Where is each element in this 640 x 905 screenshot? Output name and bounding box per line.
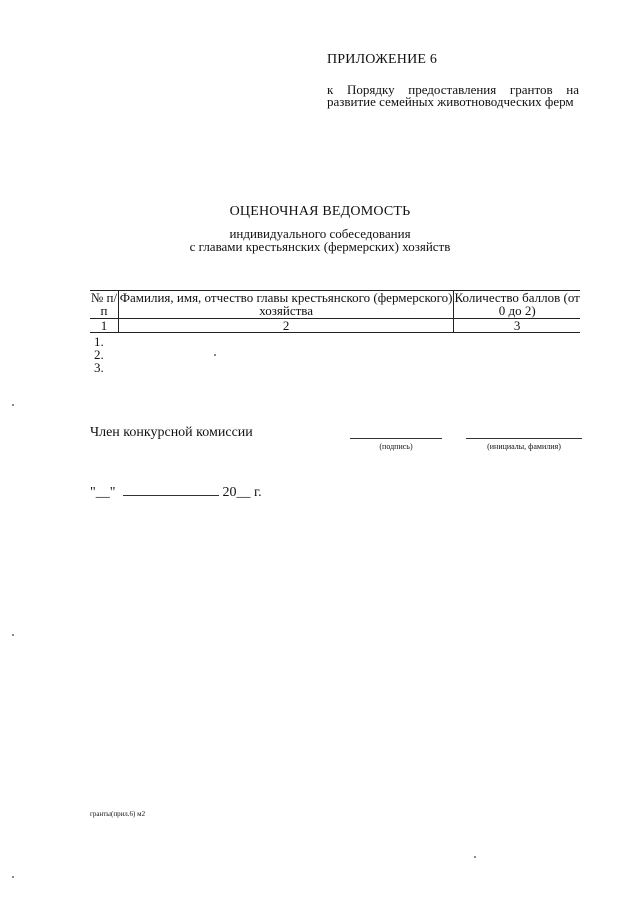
appendix-note: к Порядку предоставления грантов на развитие семейных животноводческих ферм xyxy=(327,82,579,109)
table-rows xyxy=(94,335,104,374)
footer-code: гранты(прил.6) м2 xyxy=(90,810,146,818)
column-header-score: Количество баллов (от 0 до 2) xyxy=(454,290,580,318)
column-number-2: 2 xyxy=(118,319,453,333)
table-header-row xyxy=(90,291,580,319)
table-row: 3. xyxy=(94,360,104,375)
column-number-3: 3 xyxy=(454,319,580,333)
column-header-number: № п/п xyxy=(90,290,118,318)
scan-speck xyxy=(12,404,14,406)
scan-speck xyxy=(474,856,476,858)
name-line xyxy=(466,438,582,439)
document-title: ОЦЕНОЧНАЯ ВЕДОМОСТЬ xyxy=(229,204,411,219)
column-header-name: Фамилия, имя, отчество главы крестьянского (фермерского) хозяйства xyxy=(119,290,453,318)
commission-member-label: Член конкурсной комиссии xyxy=(90,425,253,440)
date-row xyxy=(90,485,262,501)
column-number-1: 1 xyxy=(90,319,118,333)
document-subtitle-line2: с главами крестьянских (фермерских) хозяйств xyxy=(189,239,451,254)
table-row: 2. xyxy=(94,347,104,362)
document-subtitle-line1: индивидуального собеседования xyxy=(229,226,411,241)
date-day: "__" xyxy=(90,485,116,500)
scan-speck xyxy=(12,876,14,878)
scan-speck xyxy=(214,354,216,356)
appendix-title: ПРИЛОЖЕНИЕ 6 xyxy=(327,52,438,67)
date-suffix: г. xyxy=(253,485,262,500)
evaluation-table xyxy=(90,290,580,333)
column-number-row xyxy=(90,319,580,333)
date-year: 20__ xyxy=(222,485,251,500)
name-caption: (инициалы, фамилия) xyxy=(487,442,561,451)
signature-caption: (подпись) xyxy=(379,442,413,451)
date-month-blank xyxy=(123,485,219,496)
scan-speck xyxy=(12,634,14,636)
signature-line xyxy=(350,438,442,439)
table-row: 1. xyxy=(94,334,104,349)
